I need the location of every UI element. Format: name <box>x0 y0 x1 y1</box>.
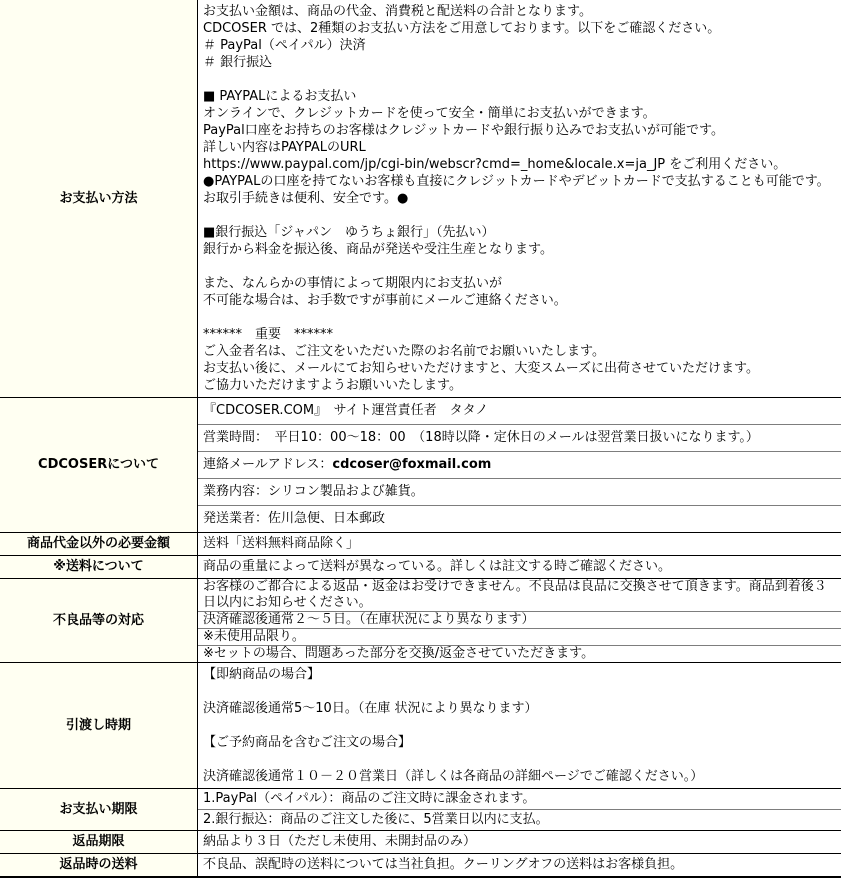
text-line: お客様のご都合による返品・返金はお受けできません。不良品は良品に交換させて頂きます。商品到着後３日以内にお知らせください。 <box>203 579 827 610</box>
table-subrow <box>198 533 841 555</box>
text-line: 商品の重量によって送料が異なっている。詳しくは註文する時ご確認ください。 <box>203 559 672 574</box>
table-subrow <box>198 831 841 853</box>
table-subrow <box>198 579 841 611</box>
text-line: 1.PayPal（ペイパル）：商品のご注文時に課金されます。 <box>203 791 536 806</box>
row-label: 引渡し時期 <box>0 663 197 788</box>
text-line <box>203 71 836 88</box>
row-content <box>197 533 841 555</box>
table-row <box>0 830 841 853</box>
text-line: 【即納商品の場合】 <box>203 667 321 682</box>
text-line: 営業時間： 平日10：00～18：00 （18時以降・定休日のメールは翌営業日扱いになります。） <box>203 430 759 445</box>
table-row <box>0 397 841 532</box>
text-line <box>203 751 836 768</box>
table-subrow <box>198 645 841 662</box>
row-content <box>197 854 841 876</box>
plain-text: 連絡メールアドレス： <box>203 457 333 472</box>
text-line: 銀行から料金を振込後、商品が発送や受注生産となります。 <box>203 242 553 257</box>
row-content <box>197 398 841 532</box>
table-subrow <box>198 854 841 876</box>
table-row <box>0 853 841 876</box>
text-line <box>203 258 836 275</box>
table-subrow <box>198 451 841 478</box>
table-subrow <box>198 611 841 628</box>
text-line: 不可能な場合は、お手数ですが事前にメールご連絡ください。 <box>203 293 567 308</box>
text-line: 決済確認後通常１０－２０営業日（詳しくは各商品の詳細ページでご確認ください。） <box>203 769 704 784</box>
table-subrow <box>198 424 841 451</box>
table-subrow <box>198 663 841 788</box>
table-row <box>0 0 841 397</box>
text-line <box>203 457 836 473</box>
text-line: 『CDCOSER.COM』 サイト運営責任者 タタノ <box>203 403 489 418</box>
row-content <box>197 556 841 578</box>
text-line: 決済確認後通常5～10日。（在庫 状況により異なります） <box>203 701 538 716</box>
emphasized-text: cdcoser@foxmail.com <box>332 457 492 472</box>
table-subrow <box>198 556 841 578</box>
table-row <box>0 662 841 788</box>
text-line: ●PAYPALの口座を持てないお客様も直接にクレジットカードやデビットカードで支払することも可能です。 <box>203 174 830 189</box>
table-subrow <box>198 398 841 424</box>
text-line: お取引手続きは便利、安全です。● <box>203 191 409 206</box>
row-label: お支払い期限 <box>0 789 197 830</box>
text-line: 納品より３日（ただし未使用、未開封品のみ） <box>203 834 477 849</box>
text-line: CDCOSER では、2種類のお支払い方法をご用意しております。以下をご確認ください。 <box>203 21 721 36</box>
text-line: ご入金者名は、ご注文をいただいた際のお名前でお願いいたします。 <box>203 344 605 359</box>
row-content <box>197 663 841 788</box>
row-content <box>197 0 841 397</box>
row-label: CDCOSERについて <box>0 398 197 532</box>
text-line: 2.銀行振込：商品のご注文した後に、5営業日以内に支払。 <box>203 812 549 827</box>
text-line: 送料「送料無料商品除く」 <box>203 536 360 551</box>
text-line: ■ PAYPALによるお支払い <box>203 89 357 104</box>
text-line: ※未使用品限り。 <box>203 629 305 644</box>
row-content <box>197 579 841 662</box>
table-row <box>0 532 841 555</box>
text-line: 発送業者：佐川急便、日本郵政 <box>203 511 386 526</box>
table-row <box>0 578 841 662</box>
table-subrow <box>198 0 841 397</box>
text-line: お支払い後に、メールにてお知らせいただけますと、大変スムーズに出荷させていただけます。 <box>203 361 760 376</box>
text-line: オンラインで、クレジットカードを使って安全・簡単にお支払いができます。 <box>203 106 656 121</box>
text-line: また、なんらかの事情によって期限内にお支払いが <box>203 276 503 291</box>
text-line <box>203 683 836 700</box>
text-line: お支払い金額は、商品の代金、消費税と配送料の合計となります。 <box>203 4 592 19</box>
text-line: ※セットの場合、問題あった部分を交換/返金させていただきます。 <box>203 646 595 661</box>
row-label: 商品代金以外の必要金額 <box>0 533 197 555</box>
text-line: https://www.paypal.com/jp/cgi-bin/webscr?cmd=_home&locale.x=ja_JP をご利用ください。 <box>203 157 787 172</box>
text-line: ＃ 銀行振込 <box>203 55 273 70</box>
text-line: ■銀行振込「ジャパン ゆうちょ銀行」（先払い） <box>203 225 495 240</box>
text-line: 不良品、誤配時の送料については当社負担。クーリングオフの送料はお客様負担。 <box>203 857 684 872</box>
table-row <box>0 555 841 578</box>
table-subrow <box>198 505 841 532</box>
text-line <box>203 309 836 326</box>
row-label: ※送料について <box>0 556 197 578</box>
text-line: 決済確認後通常２～５日。（在庫状況により異なります） <box>203 612 535 627</box>
text-line: ご協力いただけますようお願いいたします。 <box>203 378 462 393</box>
table-subrow <box>198 478 841 505</box>
row-content <box>197 789 841 830</box>
text-line: PayPal口座をお持ちのお客様はクレジットカードや銀行振り込みでお支払いが可能です。 <box>203 123 724 138</box>
text-line <box>203 207 836 224</box>
row-label: お支払い方法 <box>0 0 197 397</box>
text-line: ****** 重要 ****** <box>203 327 334 342</box>
table-row <box>0 788 841 830</box>
table-subrow <box>198 628 841 645</box>
table-subrow <box>198 809 841 830</box>
text-line: 詳しい内容はPAYPALのURL <box>203 140 366 155</box>
row-label: 不良品等の対応 <box>0 579 197 662</box>
text-line: 【ご予約商品を含むご注文の場合】 <box>203 735 412 750</box>
row-label: 返品時の送料 <box>0 854 197 876</box>
row-content <box>197 831 841 853</box>
text-line: 業務内容：シリコン製品および雑貨。 <box>203 484 424 499</box>
table-subrow <box>198 789 841 809</box>
text-line <box>203 717 836 734</box>
row-label: 返品期限 <box>0 831 197 853</box>
text-line: ＃ PayPal（ペイパル）決済 <box>203 38 366 53</box>
